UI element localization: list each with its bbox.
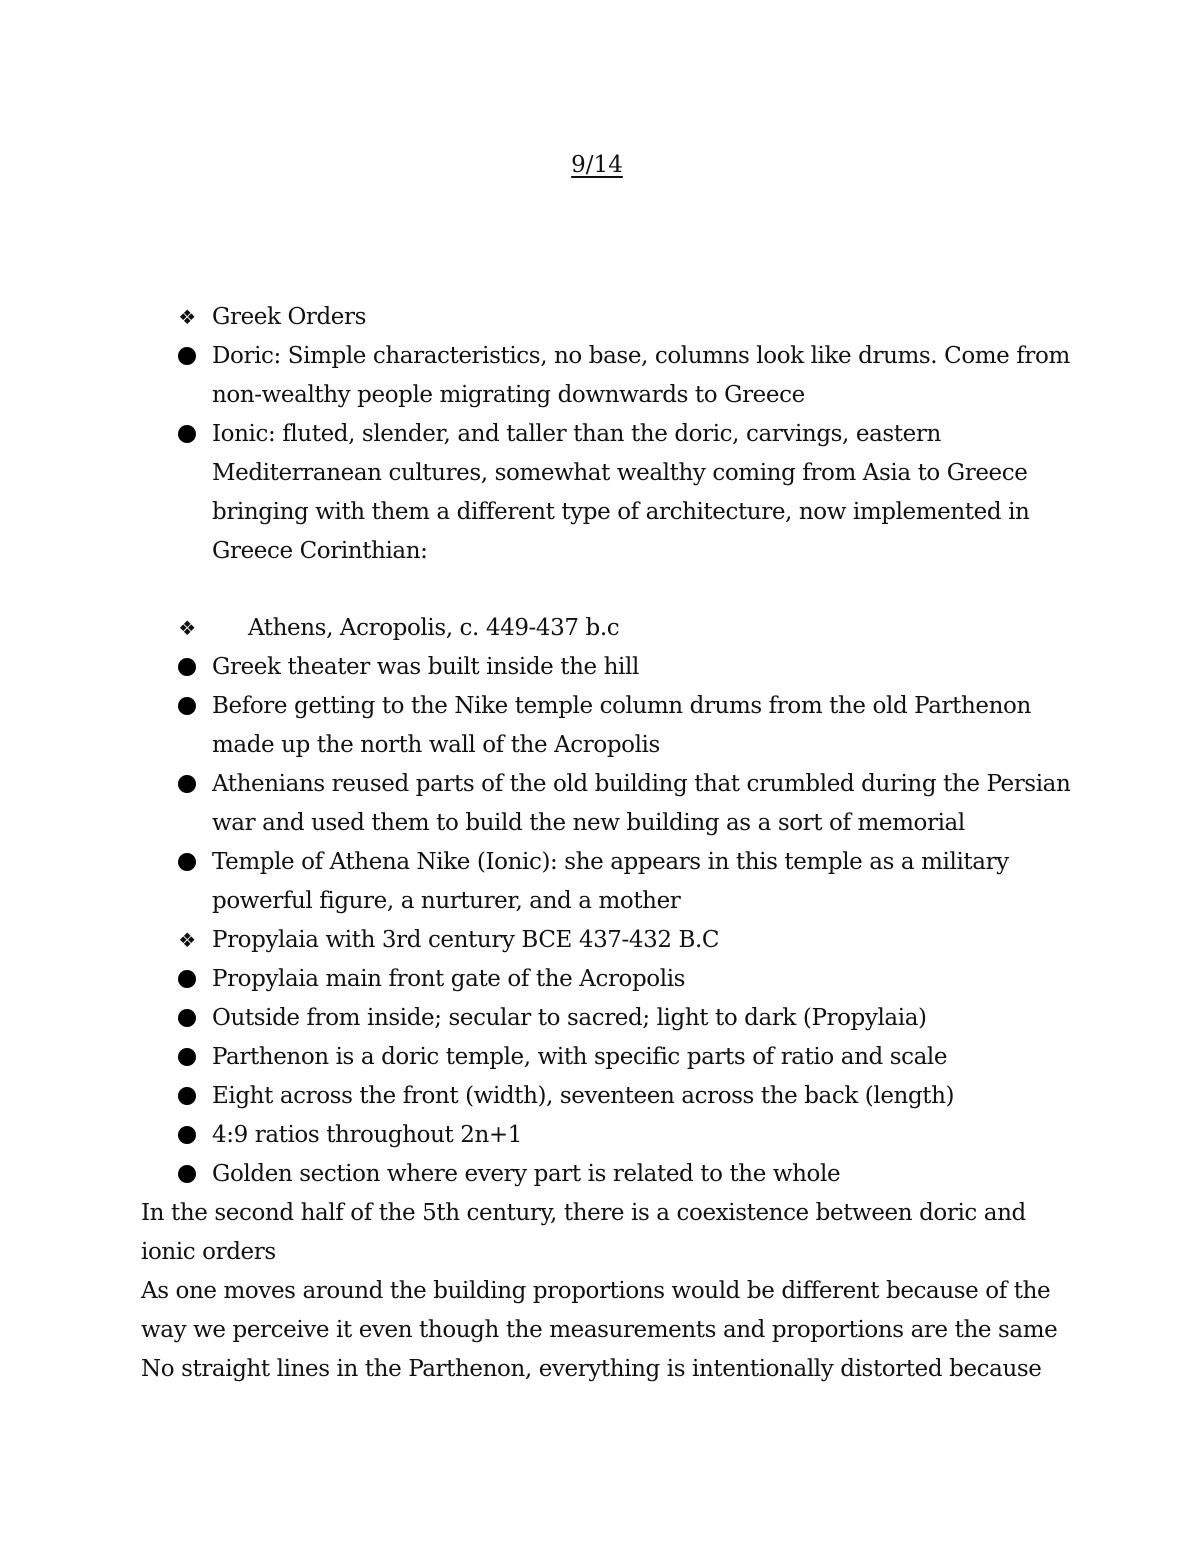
four-diamond-icon: ❖ (178, 616, 196, 640)
list-item-text: Ionic: fluted, slender, and taller than the doric, carvings, eastern Mediterranean cultures, somewhat wealthy coming from Asia to Greece bringing with them a different type of architecture, now implemented in Greece Corinthian: (212, 421, 1030, 564)
paragraph: As one moves around the building proportions would be different because of the way we perceive it even though the measurements and proportions are the same (141, 1278, 1058, 1343)
list-item (141, 999, 1071, 1038)
list-item (141, 337, 1071, 415)
list-item (141, 765, 1071, 843)
list-item-text: Parthenon is a doric temple, with specific parts of ratio and scale (212, 1044, 948, 1070)
list-item (141, 415, 1071, 571)
list-item-text: Doric: Simple characteristics, no base, columns look like drums. Come from non-wealthy people migrating downwards to Greece (212, 343, 1070, 408)
paragraph: No straight lines in the Parthenon, everything is intentionally distorted because (141, 1356, 1042, 1382)
list-item-text: Before getting to the Nike temple column drums from the old Parthenon made up the north wall of the Acropolis (212, 693, 1031, 758)
list-item-text: Golden section where every part is related to the whole (212, 1161, 841, 1187)
list-item (141, 843, 1071, 921)
bullet-dot-icon (174, 1116, 200, 1155)
four-diamond-icon: ❖ (178, 928, 196, 952)
list-item (141, 1116, 1071, 1155)
bullet-dot-icon (174, 415, 200, 454)
list-item-text: Propylaia main front gate of the Acropolis (212, 966, 686, 992)
bullet-dot-icon (174, 999, 200, 1038)
notes-body (141, 298, 1071, 1389)
bullet-dot-icon (174, 337, 200, 376)
list-item (141, 648, 1071, 687)
bullet-dot-icon (174, 687, 200, 726)
bullet-dot-icon (174, 960, 200, 999)
paragraph: In the second half of the 5th century, there is a coexistence between doric and ionic orders (141, 1200, 1026, 1265)
list-item-text: Athenians reused parts of the old building that crumbled during the Persian war and used them to build the new building as a sort of memorial (212, 771, 1071, 836)
section-heading-text: Athens, Acropolis, c. 449-437 b.c (248, 615, 620, 641)
bullet-dot-icon (174, 1077, 200, 1116)
list-item (141, 960, 1071, 999)
bullet-dot-icon (174, 765, 200, 804)
list-item (141, 1038, 1071, 1077)
blank-line (141, 571, 1071, 609)
bullet-dot-icon (174, 648, 200, 687)
section-heading-text: Greek Orders (212, 304, 367, 330)
page-date-heading (0, 148, 1200, 182)
bullet-dot-icon (174, 843, 200, 882)
four-diamond-icon: ❖ (178, 305, 196, 329)
list-item (141, 1077, 1071, 1116)
list-item (141, 1155, 1071, 1194)
section-heading-propylaia (141, 921, 1071, 960)
date-text: 9/14 (571, 152, 623, 178)
section-heading-text: Propylaia with 3rd century BCE 437-432 B.C (212, 927, 720, 953)
list-item-text: Greek theater was built inside the hill (212, 654, 639, 680)
bullet-dot-icon (174, 1155, 200, 1194)
list-item-text: Outside from inside; secular to sacred; light to dark (Propylaia) (212, 1005, 927, 1031)
bullet-dot-icon (174, 1038, 200, 1077)
list-item-text: Eight across the front (width), seventeen across the back (length) (212, 1083, 955, 1109)
list-item (141, 687, 1071, 765)
list-item-text: Temple of Athena Nike (Ionic): she appears in this temple as a military powerful figure, a nurturer, and a mother (212, 849, 1009, 914)
section-heading-greek-orders (141, 298, 1071, 337)
list-item-text: 4:9 ratios throughout 2n+1 (212, 1122, 523, 1148)
section-heading-athens-acropolis (141, 609, 1071, 648)
